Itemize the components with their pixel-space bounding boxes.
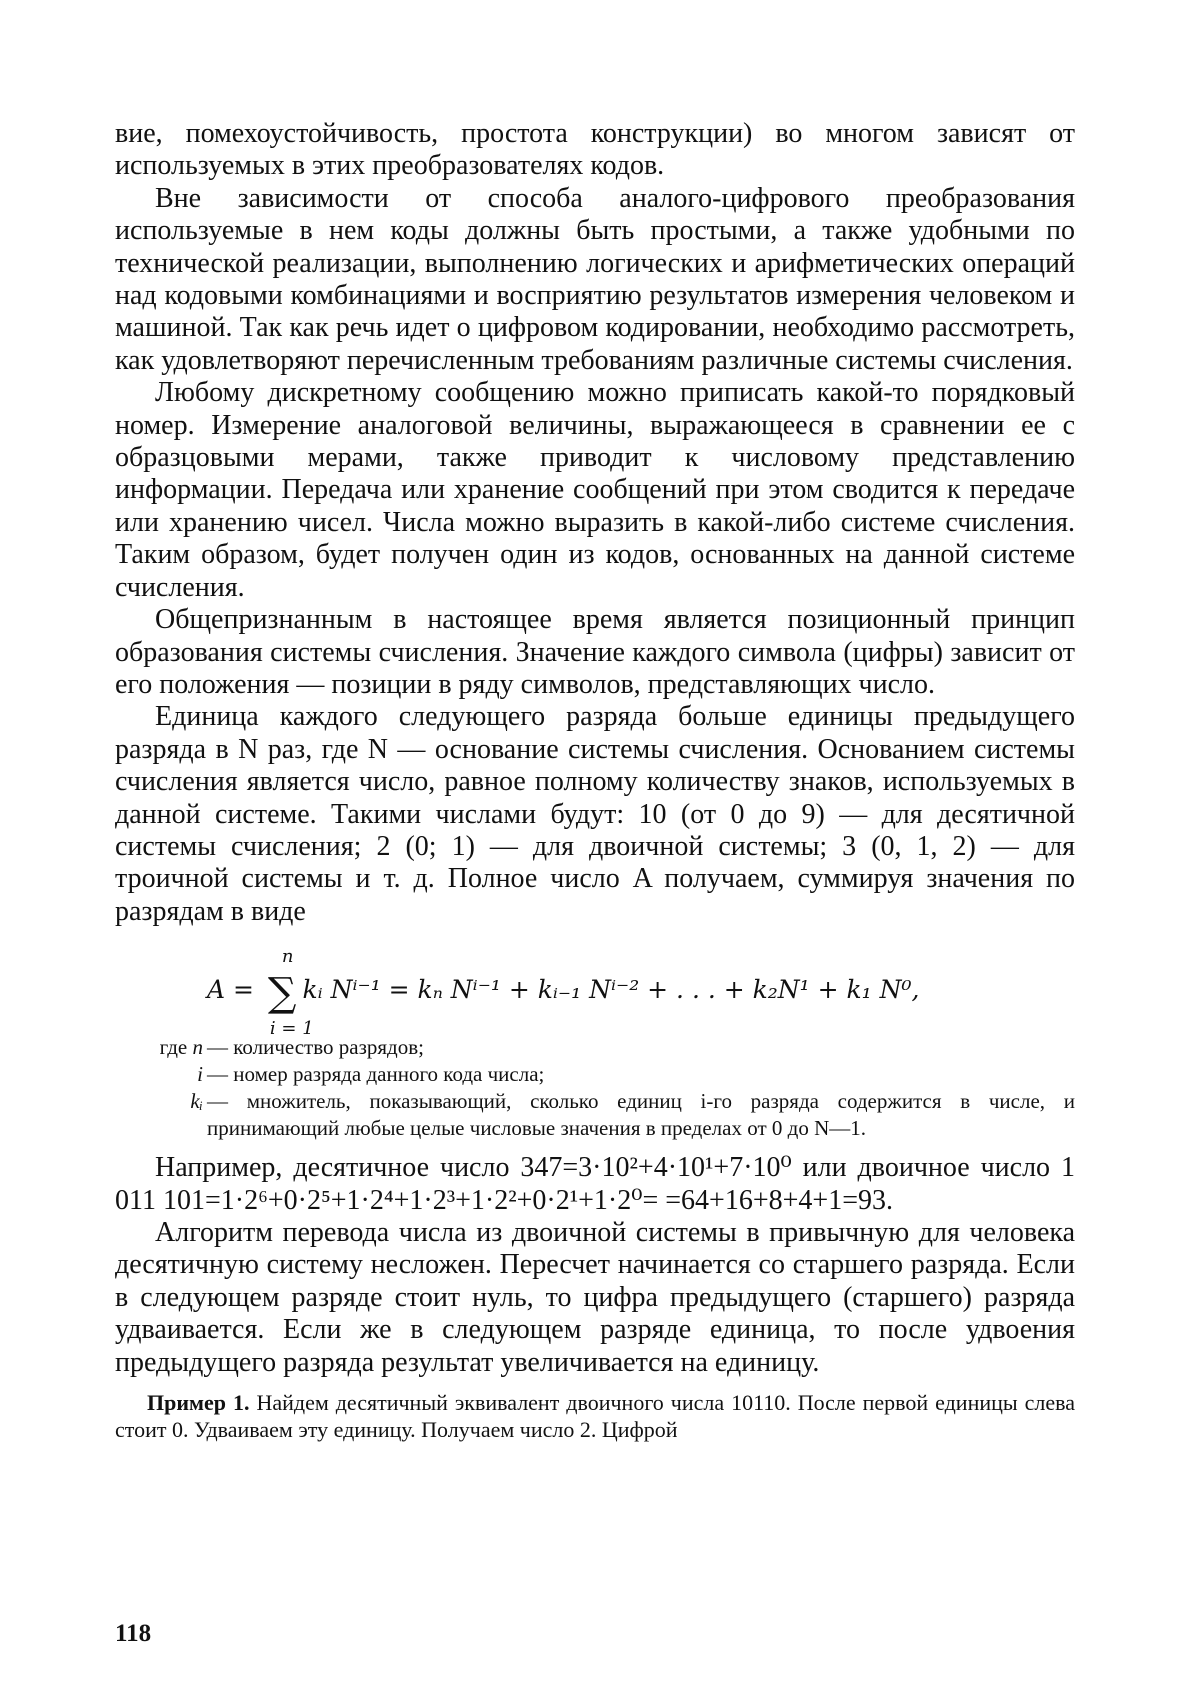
example-1: [115, 1389, 1075, 1443]
sum-lower-limit: i = 1: [269, 1018, 314, 1040]
definition-text: — количество разрядов;: [207, 1035, 424, 1060]
formula-lhs: A =: [207, 975, 262, 1005]
definition-text: — номер разряда данного кода числа;: [207, 1062, 545, 1087]
paragraph-4: Общепризнанным в настоящее время является позиционный принцип образования системы счисления. Значение каждого символа (цифры) зависит от его положения — позиции в ряду символов, представляющих число.: [115, 604, 1075, 700]
definition-term: i: [197, 1062, 203, 1087]
definition-text: — множитель, показывающий, сколько единиц i-го разряда содержится в числе, и принимающий любые целые числовые значения в пределах от 0 до N—1.: [207, 1089, 1075, 1141]
paragraph-3: Любому дискретному сообщению можно приписать какой-то порядковый номер. Измерение аналоговой величины, выражающееся в сравнении ее с образцовыми мерами, также приводит к числовому представлению информации. Передача или хранение сообщений при этом сводится к передаче или хранению чисел. Числа можно выразить в какой-либо системе счисления. Таким образом, будет получен один из кодов, основанных на данной системе счисления.: [115, 377, 1075, 603]
page-number: 118: [115, 1620, 152, 1647]
paragraph-5: Единица каждого следующего разряда больше единицы предыдущего разряда в N раз, где N — основание системы счисления. Основанием системы счисления является число, равное полному количеству знаков, используемых в данной системе. Такими числами будут: 10 (от 0 до 9) — для десятичной системы счисления; 2 (0; 1) — для двоичной системы; 3 (0, 1, 2) — для троичной системы и т. д. Полное число A получаем, суммируя значения по разрядам в виде: [115, 701, 1075, 927]
definition-term: kᵢ: [190, 1089, 203, 1114]
definition-term: n: [192, 1035, 203, 1060]
definition-item: [115, 1061, 1075, 1088]
definition-item: [115, 1088, 1075, 1142]
example-text: Найдем десятичный эквивалент двоичного числа 10110. После первой единицы слева стоит 0. Удваиваем эту единицу. Получаем число 2. Цифрой: [115, 1390, 1076, 1442]
sum-formula: [115, 930, 1075, 1040]
sum-upper-limit: n: [281, 946, 294, 968]
paragraph-1: вие, помехоустойчивость, простота конструкции) во многом зависят от используемых в этих преобразователях кодов.: [115, 118, 1075, 182]
page-body: [115, 118, 1075, 1443]
definitions-list: [115, 1034, 1075, 1142]
paragraph-7: Алгоритм перевода числа из двоичной системы в привычную для человека десятичную систему несложен. Пересчет начинается со старшего разряда. Если в следующем разряде стоит нуль, то цифра предыдущего (старшего) разряда удваивается. Если же в следующем разряде единица, то после удвоения предыдущего разряда результат увеличивается на единицу.: [115, 1216, 1075, 1378]
definition-item: [115, 1034, 1075, 1061]
definition-prefix: где: [159, 1035, 193, 1060]
paragraph-6: Например, десятичное число 347=3·10²+4·10¹+7·10⁰ или двоичное число 1 011 101=1·2⁶+0·2⁵+1·2⁴+1·2³+1·2²+0·2¹+1·2⁰= =64+16+8+4+1=93.: [115, 1152, 1075, 1216]
example-label: Пример 1.: [147, 1390, 250, 1415]
paragraph-2: Вне зависимости от способа аналого-цифрового преобразования используемые в нем коды должны быть простыми, а также удобными по технической реализации, выполнению логических и арифметических операций над кодовыми комбинациями и восприятию результатов измерения человеком и машиной. Так как речь идет о цифровом кодировании, необходимо рассмотреть, как удовлетворяют перечисленным требованиям различные системы счисления.: [115, 182, 1075, 376]
sigma-symbol: ∑ n i = 1: [267, 946, 314, 1040]
formula-rhs: kᵢ Nⁱ⁻¹ = kₙ Nⁱ⁻¹ + kᵢ₋₁ Nⁱ⁻² + . . . + k₂N¹ + k₁ N⁰,: [302, 975, 920, 1005]
